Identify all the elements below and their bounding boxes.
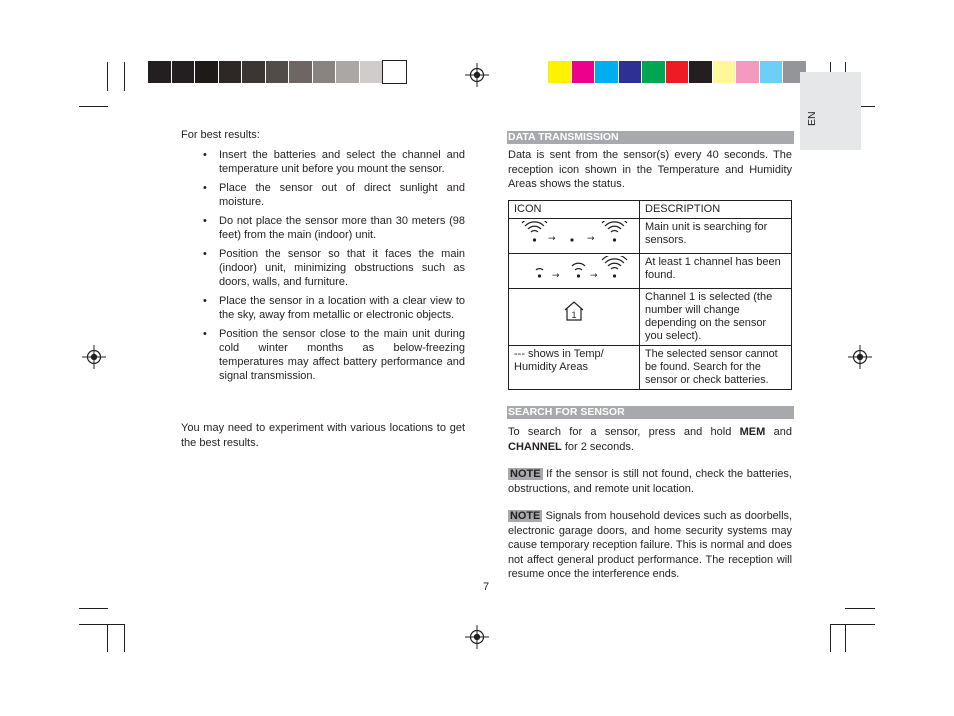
registration-mark-left bbox=[82, 345, 106, 369]
svg-text:→: → bbox=[548, 234, 556, 244]
table-cell-description: Main unit is searching for sensors. bbox=[640, 219, 792, 254]
svg-text:→: → bbox=[587, 234, 595, 244]
note-tag: NOTE bbox=[510, 468, 541, 480]
color-swatch bbox=[289, 61, 312, 83]
list-item: • Place the sensor out of direct sunlight and moisture. bbox=[203, 182, 465, 208]
table-header-description: DESCRIPTION bbox=[640, 201, 792, 219]
color-swatch bbox=[689, 61, 712, 83]
list-item: • Position the sensor close to the main unit during cold winter months as below-freezing temperatures may affect battery performance and signal transmission. bbox=[203, 328, 465, 382]
color-swatch bbox=[266, 61, 289, 83]
table-cell-description: Channel 1 is selected (the number will change depending on the sensor you select). bbox=[640, 289, 792, 346]
section-heading-search-for-sensor: SEARCH FOR SENSOR bbox=[507, 406, 794, 419]
color-swatch bbox=[242, 61, 265, 83]
house-channel-icon bbox=[562, 299, 586, 323]
searching-signal-icon bbox=[514, 221, 632, 247]
note-sensor-not-found: NOTE If the sensor is still not found, check the batteries, obstructions, and remote unit location. bbox=[508, 468, 792, 495]
intro-text: For best results: bbox=[181, 129, 260, 141]
crop-mark bbox=[830, 624, 875, 625]
crop-mark bbox=[79, 106, 108, 107]
data-transmission-text: Data is sent from the sensor(s) every 40 seconds. The reception icon shown in the Temperature and Humidity Areas shows the status. bbox=[508, 149, 792, 190]
color-swatch bbox=[336, 61, 359, 83]
registration-mark-top bbox=[465, 63, 489, 87]
svg-text:→: → bbox=[552, 271, 560, 281]
list-item: • Insert the batteries and select the channel and temperature unit before you mount the sensor. bbox=[203, 149, 465, 175]
color-swatch bbox=[195, 61, 218, 83]
left-column bbox=[181, 128, 465, 388]
color-swatch bbox=[148, 61, 171, 83]
list-item: • Do not place the sensor more than 30 meters (98 feet) from the main (indoor) unit. bbox=[203, 215, 465, 241]
closing-text: You may need to experiment with various locations to get the best results. bbox=[181, 422, 465, 449]
color-swatch bbox=[619, 61, 642, 83]
language-tab-label: EN bbox=[806, 111, 818, 126]
list-item: • Position the sensor so that it faces the main (indoor) unit, minimizing obstructions such as doors, walls, and furniture. bbox=[203, 248, 465, 288]
registration-mark-right bbox=[848, 345, 872, 369]
crop-mark bbox=[845, 624, 846, 652]
color-swatch bbox=[383, 61, 406, 83]
table-row bbox=[509, 346, 792, 390]
found-signal-icon bbox=[514, 256, 632, 282]
color-swatch bbox=[595, 61, 618, 83]
crop-mark bbox=[107, 624, 108, 652]
list-item: • Place the sensor in a location with a clear view to the sky, away from metallic or electronic objects. bbox=[203, 295, 465, 321]
color-swatch bbox=[642, 61, 665, 83]
crop-mark bbox=[830, 624, 831, 652]
crop-mark bbox=[107, 62, 108, 91]
tips-list bbox=[181, 148, 465, 383]
registration-mark-bottom bbox=[465, 625, 489, 649]
crop-mark bbox=[79, 608, 108, 609]
color-swatch bbox=[313, 61, 336, 83]
color-swatch bbox=[736, 61, 759, 83]
page-number: 7 bbox=[483, 581, 490, 593]
table-row bbox=[509, 219, 792, 254]
channel-key-label: CHANNEL bbox=[508, 440, 562, 453]
color-swatch bbox=[713, 61, 736, 83]
svg-text:→: → bbox=[590, 271, 598, 281]
table-row bbox=[509, 289, 792, 346]
color-swatch bbox=[360, 61, 383, 83]
crop-mark bbox=[124, 624, 125, 652]
color-swatch bbox=[666, 61, 689, 83]
section-heading-data-transmission: DATA TRANSMISSION bbox=[507, 131, 794, 144]
table-row bbox=[509, 254, 792, 289]
crop-mark bbox=[845, 608, 875, 609]
color-swatch bbox=[548, 61, 571, 83]
color-swatch bbox=[572, 61, 595, 83]
table-header-icon: ICON bbox=[509, 201, 640, 219]
search-instructions: To search for a sensor, press and hold MEM and CHANNEL for 2 seconds. bbox=[508, 426, 792, 453]
table-cell-description: The selected sensor cannot be found. Search for the sensor or check batteries. bbox=[640, 346, 792, 390]
color-swatch bbox=[172, 61, 195, 83]
note-interference: NOTE Signals from household devices such as doorbells, electronic garage doors, and home security systems may cause temporary reception failure. This is normal and does not affect general product performance. The reception will resume once the interference ends. bbox=[508, 510, 792, 580]
mem-key-label: MEM bbox=[739, 426, 766, 438]
table-cell-description: At least 1 channel has been found. bbox=[640, 254, 792, 289]
reception-icon-table bbox=[508, 200, 792, 390]
svg-text:1: 1 bbox=[571, 310, 577, 320]
crop-mark bbox=[124, 62, 125, 91]
color-swatch bbox=[760, 61, 783, 83]
crop-mark bbox=[79, 624, 125, 625]
note-tag: NOTE bbox=[510, 510, 541, 522]
table-header-row bbox=[509, 201, 792, 219]
table-cell-icon-text: --- shows in Temp/ Humidity Areas bbox=[509, 346, 640, 390]
color-swatch bbox=[219, 61, 242, 83]
